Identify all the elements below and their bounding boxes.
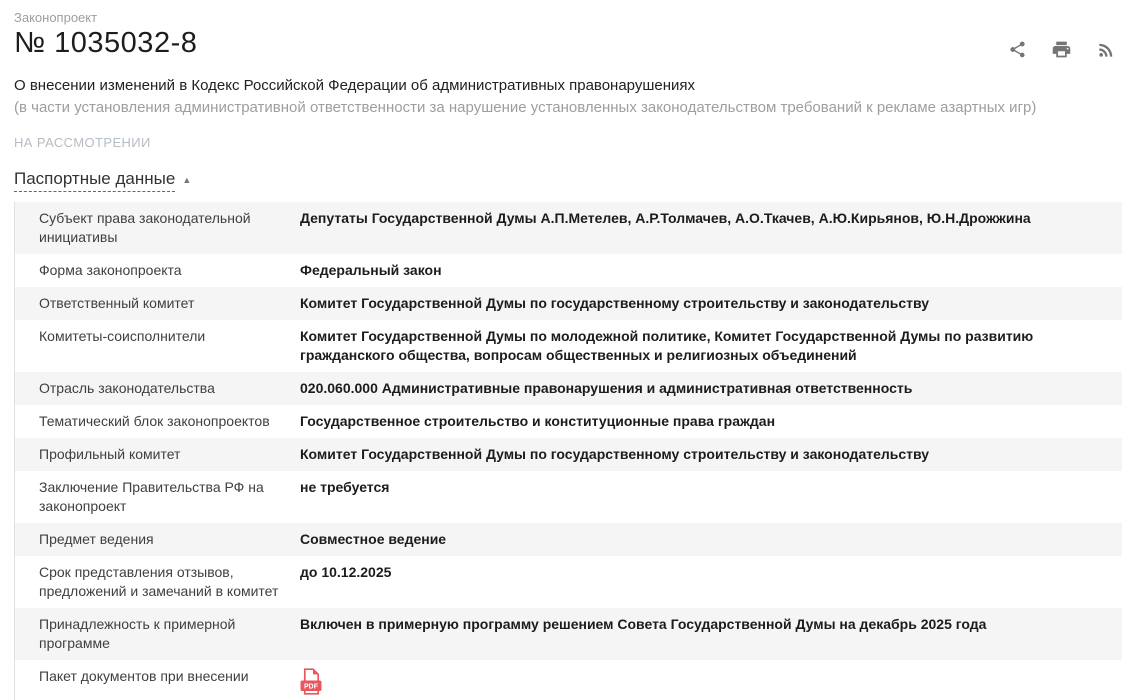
row-value: до 10.12.2025 [300, 564, 392, 581]
rss-icon [1096, 48, 1116, 63]
status-badge: НА РАССМОТРЕНИИ [14, 135, 151, 151]
rss-button[interactable] [1096, 40, 1116, 60]
row-value: Комитет Государственной Думы по государственному строительству и законодательству [300, 446, 930, 463]
share-button[interactable] [1008, 40, 1027, 59]
row-value: Федеральный закон [300, 262, 442, 279]
row-label: Тематический блок законопроектов [39, 413, 270, 430]
row-value: 020.060.000 Административные правонарушения и административная ответственность [300, 380, 913, 397]
table-row [15, 556, 1122, 608]
table-row [15, 287, 1122, 320]
svg-text:PDF: PDF [304, 683, 318, 691]
table-row [15, 471, 1122, 523]
table-row [15, 372, 1122, 405]
row-value: Совместное ведение [300, 531, 447, 548]
row-label: Заключение Правительства РФ на законопроект [39, 479, 264, 515]
bill-number: № 1035032-8 [14, 27, 198, 59]
row-label: Пакет документов при внесении [39, 668, 249, 685]
row-value [300, 660, 1122, 700]
row-label: Комитеты-соисполнители [39, 328, 206, 345]
passport-table [14, 202, 1122, 700]
table-row [15, 660, 1122, 700]
table-row [15, 254, 1122, 287]
table-row [15, 608, 1122, 660]
header-actions [1008, 39, 1116, 60]
row-label: Ответственный комитет [39, 295, 195, 312]
share-icon [1008, 47, 1027, 62]
row-value: Депутаты Государственной Думы А.П.Метелев, А.Р.Толмачев, А.О.Ткачев, А.Ю.Кирьянов, Ю.Н.Дрожжина [300, 210, 1031, 227]
row-value: Включен в примерную программу решением Совета Государственной Думы на декабрь 2025 года [300, 616, 987, 633]
passport-data-toggle-label: Паспортные данные [14, 169, 175, 192]
table-row [15, 202, 1122, 254]
table-row [15, 523, 1122, 556]
row-label: Профильный комитет [39, 446, 181, 463]
print-button[interactable] [1051, 39, 1072, 60]
row-label: Предмет ведения [39, 531, 154, 548]
row-label: Принадлежность к примерной программе [39, 616, 236, 652]
row-value: Государственное строительство и конституционные права граждан [300, 413, 776, 430]
pdf-icon [300, 684, 322, 699]
row-value: Комитет Государственной Думы по государственному строительству и законодательству [300, 295, 930, 312]
bill-type-label: Законопроект [14, 10, 98, 25]
row-value: Комитет Государственной Думы по молодежной политике, Комитет Государственной Думы по развитию гражданского общества, вопросам общественных и религиозных объединений [300, 328, 1034, 364]
row-label: Срок представления отзывов, предложений и замечаний в комитет [39, 564, 279, 600]
table-row [15, 405, 1122, 438]
collapse-arrow-icon: ▲ [182, 174, 192, 185]
bill-title: О внесении изменений в Кодекс Российской Федерации об административных правонарушениях [14, 77, 696, 95]
row-value: не требуется [300, 479, 390, 496]
row-label: Субъект права законодательной инициативы [39, 210, 251, 246]
row-label: Отрасль законодательства [39, 380, 215, 397]
bill-subtitle: (в части установления административной ответственности за нарушение установленных законодательством требований к рекламе азартных игр) [14, 99, 1037, 117]
table-row [15, 438, 1122, 471]
print-icon [1051, 48, 1072, 63]
row-label: Форма законопроекта [39, 262, 182, 279]
page-header [14, 25, 1122, 60]
table-row [15, 320, 1122, 372]
passport-data-toggle[interactable] [14, 169, 191, 192]
pdf-document-link[interactable] [300, 668, 322, 696]
